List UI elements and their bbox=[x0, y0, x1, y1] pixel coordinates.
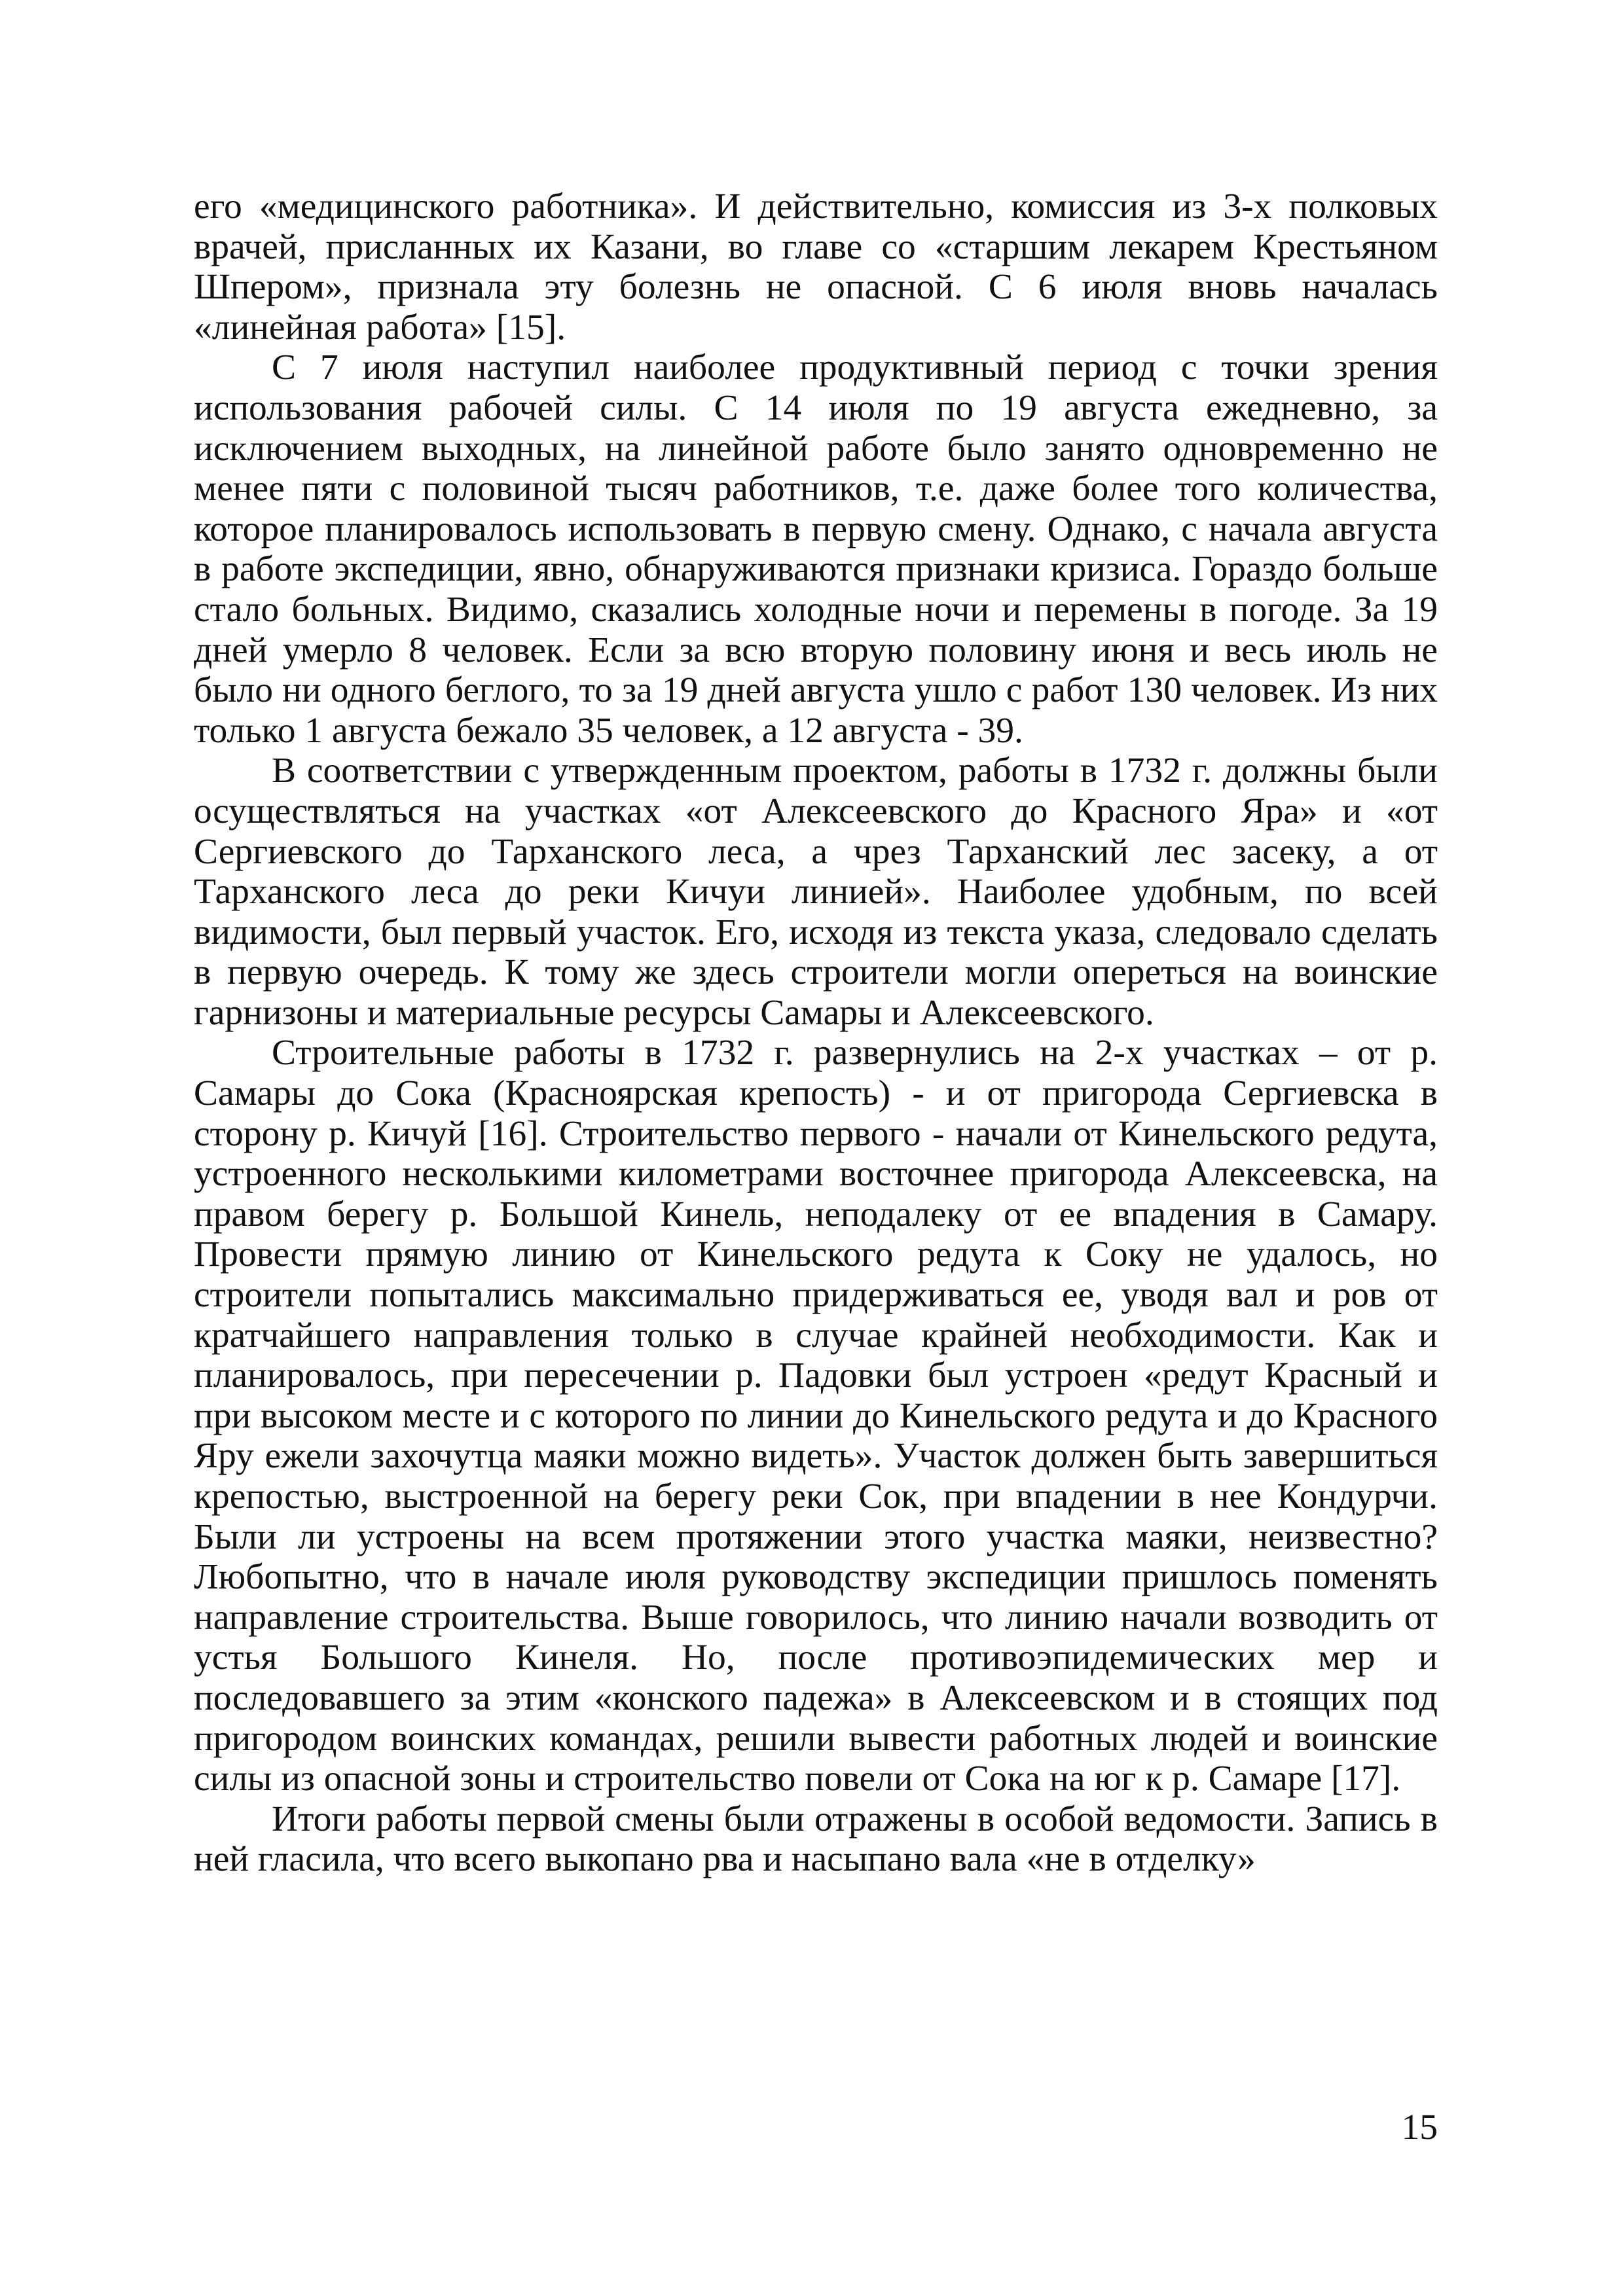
paragraph-first-shift-results: Итоги работы первой смены были отражены в особой ведомости. Запись в ней гласила, что всего выкопано рва и насыпано вала «не в отделку» bbox=[194, 1799, 1438, 1880]
body-text bbox=[194, 187, 1438, 1880]
paragraph-construction-works: Строительные работы в 1732 г. развернулись на 2-х участках – от р. Самары до Сока (Красноярская крепость) - и от пригорода Сергиевска в сторону р. Кичуй [16]. Строительство первого - начали от Кинельского редута, устроенного несколькими километрами восточнее пригорода Алексеевска, на правом берегу р. Большой Кинель, неподалеку от ее впадения в Самару. Провести прямую линию от Кинельского редута к Соку не удалось, но строители попытались максимально придерживаться ее, уводя вал и ров от кратчайшего направления только в случае крайней необходимости. Как и планировалось, при пересечении р. Падовки был устроен «редут Красный и при высоком месте и с которого по линии до Кинельского редута и до Красного Яру ежели захочутца маяки можно видеть». Участок должен быть завершиться крепостью, выстроенной на берегу реки Сок, при впадении в нее Кондурчи. Были ли устроены на всем протяжении этого участка маяки, неизвестно? Любопытно, что в начале июля руководству экспедиции пришлось поменять направление строительства. Выше говорилось, что линию начали возводить от устья Большого Кинеля. Но, после противоэпидемических мер и последовавшего за этим «конского падежа» в Алексеевском и в стоящих под пригородом воинских командах, решили вывести работных людей и воинские силы из опасной зоны и строительство повели от Сока на юг к р. Самаре [17]. bbox=[194, 1033, 1438, 1799]
page-number: 15 bbox=[1401, 2108, 1438, 2147]
paragraph-project-sections: В соответствии с утвержденным проектом, работы в 1732 г. должны были осуществляться на участках «от Алексеевского до Красного Яра» и «от Сергиевского до Тарханского леса, а чрез Тарханский лес засеку, а от Тарханского леса до реки Кичуи линией». Наиболее удобным, по всей видимости, был первый участок. Его, исходя из текста указа, следовало сделать в первую очередь. К тому же здесь строители могли опереться на воинские гарнизоны и материальные ресурсы Самары и Алексеевского. bbox=[194, 751, 1438, 1033]
paragraph-labor-period: С 7 июля наступил наиболее продуктивный период с точки зрения использования рабочей силы. С 14 июля по 19 августа ежедневно, за исключением выходных, на линейной работе было занято одновременно не менее пяти с половиной тысяч работников, т.е. даже более того количества, которое планировалось использовать в первую смену. Однако, с начала августа в работе экспедиции, явно, обнаруживаются признаки кризиса. Гораздо больше стало больных. Видимо, сказались холодные ночи и перемены в погоде. За 19 дней умерло 8 человек. Если за всю вторую половину июня и весь июль не было ни одного беглого, то за 19 дней августа ушло с работ 130 человек. Из них только 1 августа бежало 35 человек, а 12 августа - 39. bbox=[194, 348, 1438, 751]
paragraph-continuation: его «медицинского работника». И действительно, комиссия из 3-х полковых врачей, присланных их Казани, во главе со «старшим лекарем Крестьяном Шпером», признала эту болезнь не опасной. С 6 июля вновь началась «линейная работа» [15]. bbox=[194, 187, 1438, 348]
